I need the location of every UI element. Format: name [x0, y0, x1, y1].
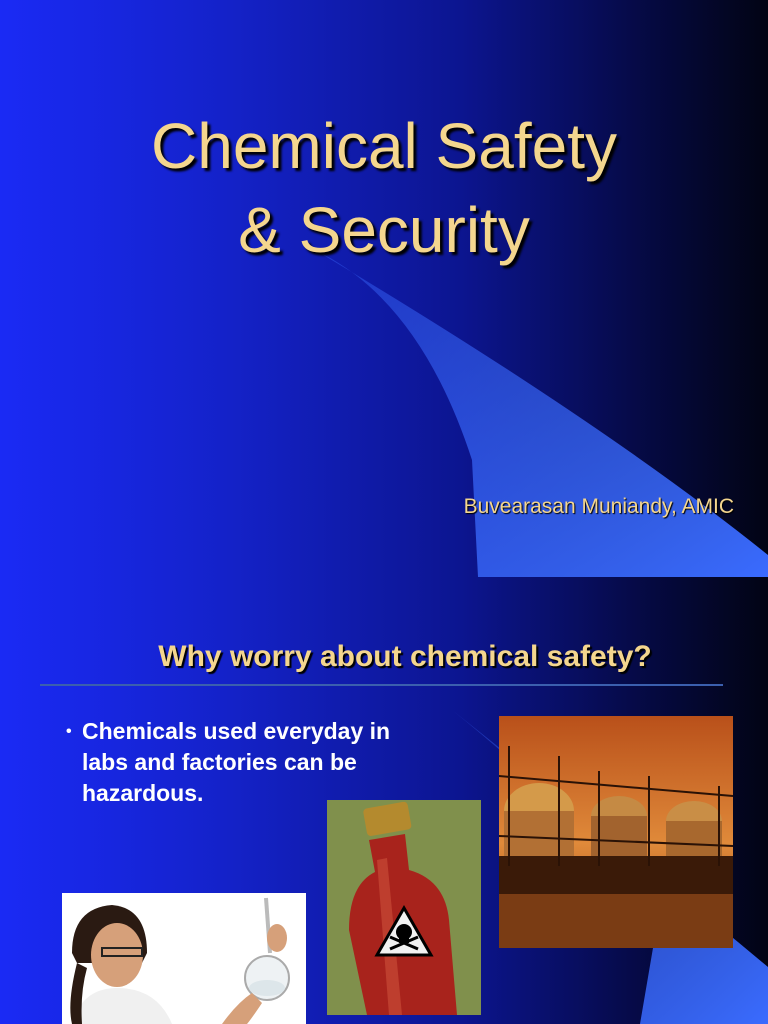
title-line-2: & Security: [238, 194, 530, 266]
bullet-item: [66, 716, 436, 809]
poison-bottle-photo: [327, 800, 481, 1015]
poison-bottle-illustration: [327, 800, 481, 1015]
bullet-text: Chemicals used everyday in labs and factories can be hazardous.: [82, 718, 391, 806]
slide-heading: Why worry about chemical safety?: [158, 640, 652, 673]
bullet-marker: •: [66, 723, 72, 740]
heading-divider: [40, 684, 723, 686]
title-line-1: Chemical Safety: [151, 110, 617, 182]
scientist-photo: [62, 893, 306, 1024]
refinery-illustration: [499, 716, 733, 948]
author-name: Buvearasan Muniandy, AMIC: [463, 495, 734, 518]
scientist-illustration: [62, 893, 306, 1024]
refinery-photo: [499, 716, 733, 948]
slide-title: [0, 104, 768, 272]
